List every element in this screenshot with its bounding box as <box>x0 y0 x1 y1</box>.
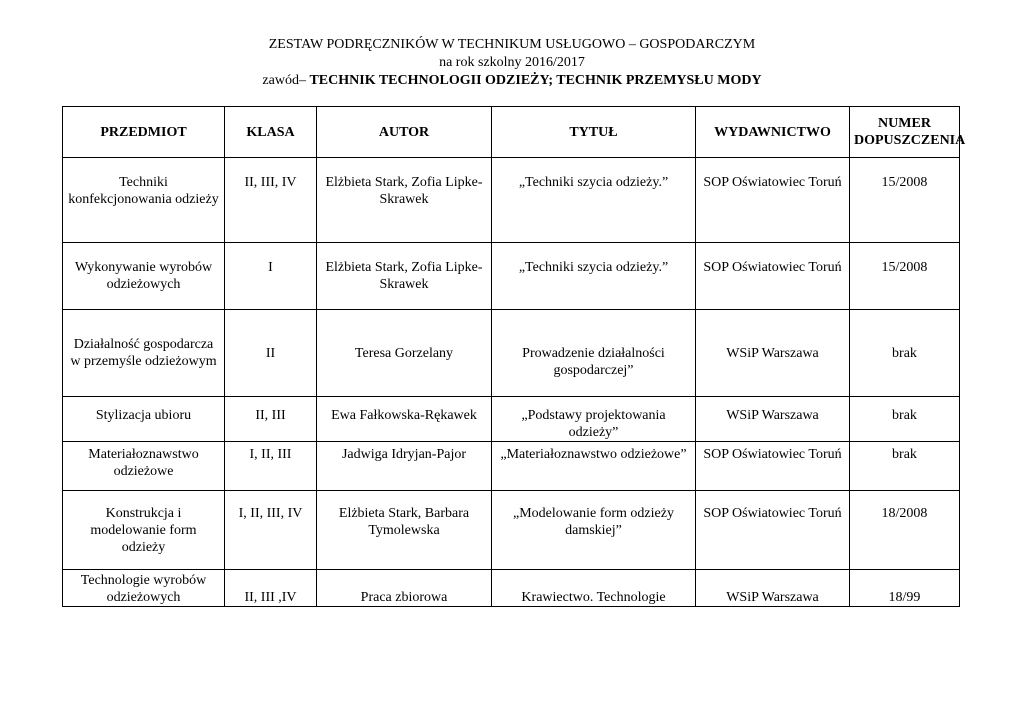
cell-przedmiot: Stylizacja ubioru <box>63 397 225 442</box>
cell-przedmiot: Materiałoznawstwo odzieżowe <box>63 442 225 491</box>
cell-wydawnictwo: SOP Oświatowiec Toruń <box>696 442 850 491</box>
cell-klasa: II, III ,IV <box>225 570 317 607</box>
school-year: na rok szkolny 2016/2017 <box>439 55 585 70</box>
cell-autor: Praca zbiorowa <box>317 570 492 607</box>
textbook-table <box>62 106 966 607</box>
cell-klasa: I <box>225 243 317 310</box>
header-klasa: KLASA <box>225 107 317 158</box>
table-row <box>63 491 960 570</box>
cell-tytul: „Podstawy projektowania odzieży” <box>492 397 696 442</box>
table-row <box>63 310 960 397</box>
cell-przedmiot: Technologie wyrobów odzieżowych <box>63 570 225 607</box>
cell-autor: Jadwiga Idryjan-Pajor <box>317 442 492 491</box>
cell-numer: 15/2008 <box>850 243 960 310</box>
cell-tytul: „Modelowanie form odzieży damskiej” <box>492 491 696 570</box>
cell-numer: 18/2008 <box>850 491 960 570</box>
cell-wydawnictwo: SOP Oświatowiec Toruń <box>696 158 850 243</box>
table-header-row <box>63 107 960 158</box>
cell-tytul: Krawiectwo. Technologie <box>492 570 696 607</box>
header-przedmiot: PRZEDMIOT <box>63 107 225 158</box>
cell-przedmiot: Konstrukcja i modelowanie form odzieży <box>63 491 225 570</box>
cell-autor: Elżbieta Stark, Barbara Tymolewska <box>317 491 492 570</box>
cell-przedmiot: Działalność gospodarcza w przemyśle odzieżowym <box>63 310 225 397</box>
cell-autor: Elżbieta Stark, Zofia Lipke-Skrawek <box>317 158 492 243</box>
cell-autor: Elżbieta Stark, Zofia Lipke-Skrawek <box>317 243 492 310</box>
header-tytul: TYTUŁ <box>492 107 696 158</box>
profession-value: TECHNIK TECHNOLOGII ODZIEŻY; TECHNIK PRZEMYSŁU MODY <box>309 73 762 88</box>
profession-prefix: zawód– <box>262 73 310 88</box>
cell-klasa: I, II, III <box>225 442 317 491</box>
cell-wydawnictwo: WSiP Warszawa <box>696 570 850 607</box>
cell-klasa: II, III, IV <box>225 158 317 243</box>
table-row <box>63 243 960 310</box>
cell-autor: Ewa Fałkowska-Rękawek <box>317 397 492 442</box>
cell-przedmiot: Techniki konfekcjonowania odzieży <box>63 158 225 243</box>
cell-klasa: II <box>225 310 317 397</box>
header-numer: NUMER DOPUSZCZENIA <box>850 107 960 158</box>
cell-numer: brak <box>850 310 960 397</box>
document-title: ZESTAW PODRĘCZNIKÓW W TECHNIKUM USŁUGOWO – GOSPODARCZYM <box>268 37 756 52</box>
document-header <box>0 36 1024 90</box>
table-row <box>63 570 960 607</box>
cell-numer: 18/99 <box>850 570 960 607</box>
table-row <box>63 397 960 442</box>
cell-wydawnictwo: WSiP Warszawa <box>696 397 850 442</box>
cell-tytul: Prowadzenie działalności gospodarczej” <box>492 310 696 397</box>
header-autor: AUTOR <box>317 107 492 158</box>
cell-numer: brak <box>850 442 960 491</box>
cell-numer: 15/2008 <box>850 158 960 243</box>
cell-klasa: I, II, III, IV <box>225 491 317 570</box>
cell-wydawnictwo: WSiP Warszawa <box>696 310 850 397</box>
cell-tytul: „Materiałoznawstwo odzieżowe” <box>492 442 696 491</box>
cell-klasa: II, III <box>225 397 317 442</box>
cell-przedmiot: Wykonywanie wyrobów odzieżowych <box>63 243 225 310</box>
cell-tytul: „Techniki szycia odzieży.” <box>492 243 696 310</box>
cell-wydawnictwo: SOP Oświatowiec Toruń <box>696 491 850 570</box>
table-row <box>63 442 960 491</box>
cell-numer: brak <box>850 397 960 442</box>
header-wydawnictwo: WYDAWNICTWO <box>696 107 850 158</box>
cell-tytul: „Techniki szycia odzieży.” <box>492 158 696 243</box>
table-row <box>63 158 960 243</box>
cell-autor: Teresa Gorzelany <box>317 310 492 397</box>
cell-wydawnictwo: SOP Oświatowiec Toruń <box>696 243 850 310</box>
profession-line <box>0 72 1024 90</box>
